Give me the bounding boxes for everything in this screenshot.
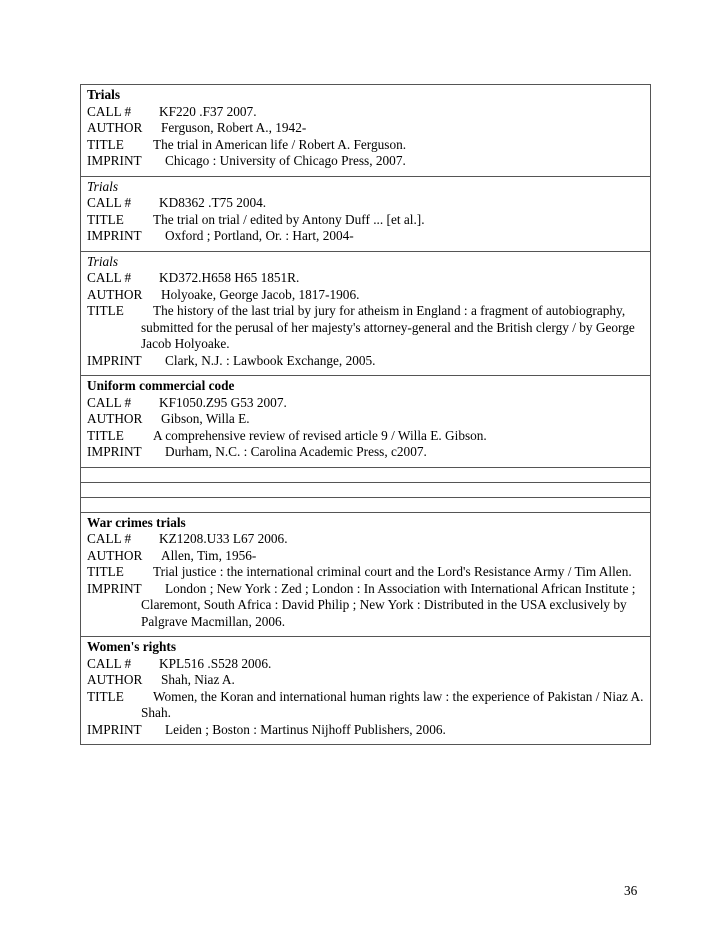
field-imprint [87, 444, 644, 461]
field-value: Allen, Tim, 1956- [161, 547, 257, 563]
catalog-entry-cell [81, 176, 651, 251]
field-label: CALL # [87, 655, 132, 671]
field-label: AUTHOR [87, 411, 143, 426]
field-title [87, 303, 644, 353]
subject-heading: Trials [87, 253, 119, 269]
catalog-entry-cell [81, 467, 651, 482]
field-value: Holyoake, George Jacob, 1817-1906. [161, 286, 360, 302]
field-imprint [87, 353, 644, 370]
field-value: KD8362 .T75 2004. [159, 195, 267, 210]
field-value: KZ1208.U33 L67 2006. [159, 531, 288, 546]
catalog-entry-cell [81, 497, 651, 512]
subject-heading: Trials [87, 178, 119, 194]
catalog-entry-cell [81, 482, 651, 497]
catalog-entry-cell [81, 637, 651, 745]
field-value: KF1050.Z95 G53 2007. [159, 394, 287, 410]
field-title [87, 212, 644, 229]
subject-heading: Uniform commercial code [87, 378, 235, 393]
field-label: CALL # [87, 270, 132, 285]
field-call [87, 270, 644, 287]
field-call [87, 195, 644, 212]
field-value: KF220 .F37 2007. [159, 103, 257, 119]
catalog-entry-row [81, 637, 651, 745]
field-value: Ferguson, Robert A., 1942- [161, 120, 307, 135]
field-title [87, 689, 644, 722]
catalog-table [80, 84, 651, 745]
field-author [87, 672, 644, 689]
field-value: KD372.H658 H65 1851R. [159, 270, 300, 285]
field-label: AUTHOR [87, 286, 143, 302]
field-call [87, 531, 644, 548]
field-label: CALL # [87, 394, 132, 410]
field-imprint [87, 228, 644, 245]
field-value: Trial justice : the international criminal court and the Lord's Resistance Army / Tim Allen. [153, 564, 632, 579]
field-label: AUTHOR [87, 672, 143, 687]
catalog-body [81, 85, 651, 745]
catalog-entry-row [81, 251, 651, 376]
field-call [87, 104, 644, 121]
field-value: Gibson, Willa E. [161, 411, 250, 426]
field-author [87, 287, 644, 304]
empty-entry-row [81, 497, 651, 512]
field-label: IMPRINT [87, 721, 142, 737]
field-author [87, 411, 644, 428]
field-label: IMPRINT [87, 153, 142, 168]
field-label: TITLE [87, 564, 124, 579]
field-imprint [87, 581, 644, 631]
field-label: IMPRINT [87, 228, 142, 243]
field-label: TITLE [87, 688, 124, 704]
field-value: The history of the last trial by jury for atheism in England : a fragment of autobiography, submitted for the perusal of her majesty's attorney-general and the British clergy / by George Jacob Holyoake. [141, 303, 635, 351]
field-imprint [87, 153, 644, 170]
catalog-entry-cell [81, 512, 651, 637]
field-title [87, 428, 644, 445]
field-label: CALL # [87, 103, 132, 119]
field-label: TITLE [87, 427, 124, 443]
field-value: London ; New York : Zed ; London : In Association with International African Institute ; Claremont, South Africa : David Philip ; New York : Distributed in the USA exclusively by Palgrave Macmillan, 2006. [141, 580, 636, 629]
subject-heading: Women's rights [87, 639, 177, 654]
catalog-entry-cell [81, 85, 651, 177]
field-value: Oxford ; Portland, Or. : Hart, 2004- [165, 228, 354, 243]
field-label: IMPRINT [87, 580, 142, 596]
field-value: Women, the Koran and international human rights law : the experience of Pakistan / Niaz A. Shah. [141, 688, 644, 720]
field-value: Leiden ; Boston : Martinus Nijhoff Publishers, 2006. [165, 721, 446, 737]
field-value: Durham, N.C. : Carolina Academic Press, c2007. [165, 444, 427, 459]
field-value: KPL516 .S528 2006. [159, 655, 272, 671]
field-label: CALL # [87, 195, 132, 210]
field-author [87, 548, 644, 565]
field-label: AUTHOR [87, 547, 143, 563]
field-value: A comprehensive review of revised article 9 / Willa E. Gibson. [153, 427, 487, 443]
field-call [87, 395, 644, 412]
field-value: The trial on trial / edited by Antony Duff ... [et al.]. [153, 211, 425, 227]
field-value: The trial in American life / Robert A. Ferguson. [153, 136, 407, 152]
field-label: CALL # [87, 531, 132, 546]
subject-heading: War crimes trials [87, 514, 186, 530]
field-label: IMPRINT [87, 444, 142, 459]
page-number: 36 [624, 883, 638, 898]
field-imprint [87, 722, 644, 739]
field-title [87, 137, 644, 154]
empty-entry-row [81, 467, 651, 482]
field-label: TITLE [87, 136, 124, 152]
field-value: Chicago : University of Chicago Press, 2007. [165, 153, 406, 168]
field-label: IMPRINT [87, 352, 142, 368]
catalog-entry-row [81, 376, 651, 468]
field-label: TITLE [87, 303, 124, 318]
catalog-entry-cell [81, 376, 651, 468]
catalog-entry-row [81, 176, 651, 251]
field-author [87, 120, 644, 137]
subject-heading: Trials [87, 87, 120, 102]
field-value: Shah, Niaz A. [161, 672, 235, 687]
field-call [87, 656, 644, 673]
empty-entry-row [81, 482, 651, 497]
catalog-entry-row [81, 512, 651, 637]
field-value: Clark, N.J. : Lawbook Exchange, 2005. [165, 352, 376, 368]
catalog-entry-row [81, 85, 651, 177]
catalog-entry-cell [81, 251, 651, 376]
field-label: TITLE [87, 211, 124, 227]
field-label: AUTHOR [87, 120, 143, 135]
field-title [87, 564, 644, 581]
